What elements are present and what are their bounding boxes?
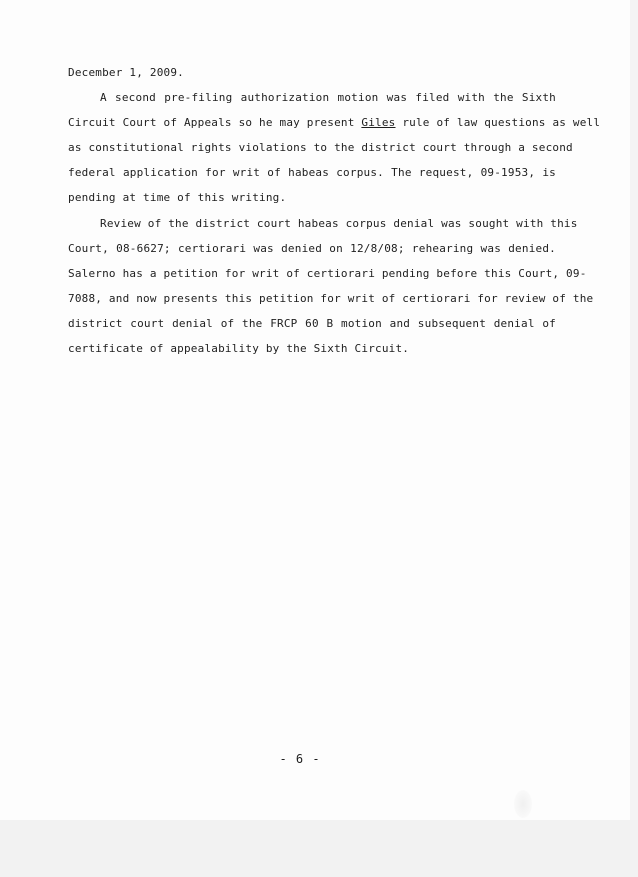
scan-bottom-margin: [0, 820, 638, 877]
text-line: Review of the district court habeas corpus denial was sought with this: [100, 216, 578, 230]
document-body: [68, 60, 601, 361]
text-line: Court, 08-6627; certiorari was denied on 12/8/08; rehearing was denied.: [68, 241, 556, 255]
text-line: as constitutional rights violations to the district court through a second: [68, 141, 573, 155]
text-line: Salerno has a petition for writ of certiorari pending before this Court, 09-: [68, 266, 587, 280]
text-line: district court denial of the FRCP 60 B motion and subsequent denial of: [68, 316, 556, 330]
text-line: federal application for writ of habeas corpus. The request, 09-1953, is: [68, 166, 556, 180]
text-line-date: December 1, 2009.: [68, 66, 184, 79]
text-line: certificate of appealability by the Sixth Circuit.: [68, 342, 410, 356]
paragraph-review-history: [68, 211, 594, 362]
scan-smudge: [514, 790, 532, 818]
text-segment: rule of law questions as well: [402, 116, 601, 130]
text-line: pending at time of this writing.: [68, 191, 287, 205]
case-name-giles: Giles: [361, 116, 396, 130]
paragraph-prefiling-motion: [68, 85, 601, 210]
text-segment: Circuit Court of Appeals so he may present: [68, 116, 355, 130]
page-number: - 6 -: [279, 752, 321, 766]
text-line-giles: [68, 110, 601, 135]
text-line: 7088, and now presents this petition for writ of certiorari for review of the: [68, 291, 594, 305]
text-line: A second pre-filing authorization motion was filed with the Sixth: [100, 91, 556, 105]
page-right-edge: [630, 0, 638, 820]
